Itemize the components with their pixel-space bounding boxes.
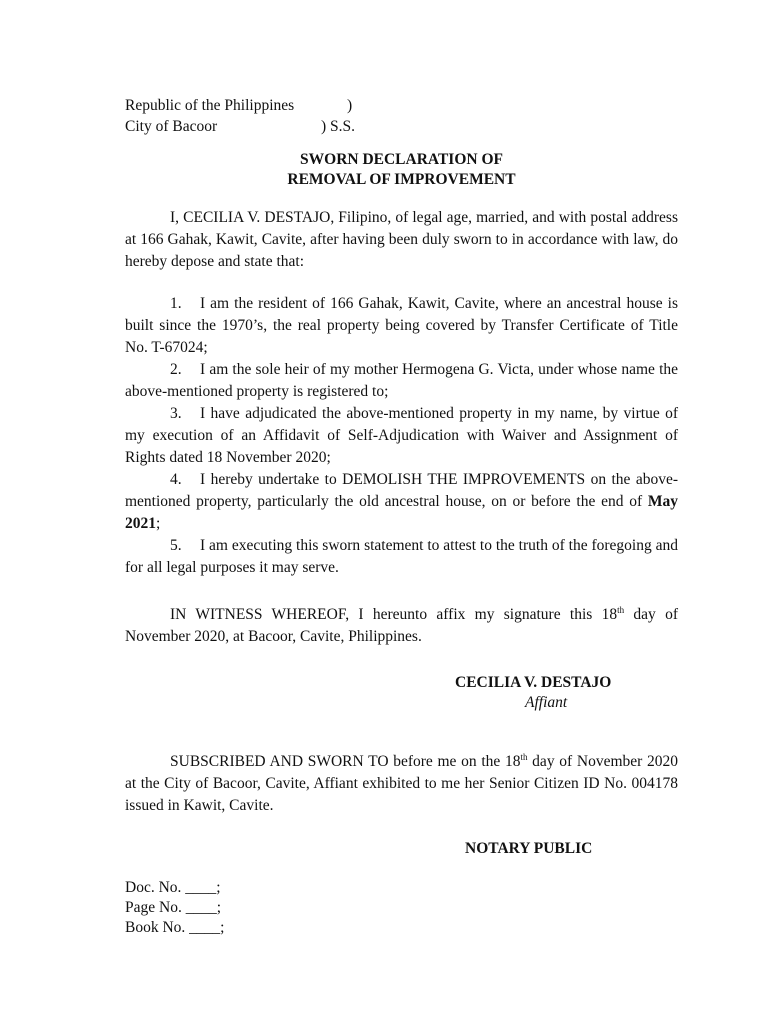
affiant-signature-block xyxy=(455,673,611,713)
item-number: 4. xyxy=(170,471,182,488)
witness-ordinal: th xyxy=(617,605,625,615)
witness-paragraph xyxy=(125,599,678,648)
affiant-name: CECILIA V. DESTAJO xyxy=(455,674,612,691)
item-number: 3. xyxy=(170,405,182,422)
doc-number: Doc. No. ____; xyxy=(125,879,221,896)
spacer xyxy=(125,579,678,599)
witness-text: IN WITNESS WHEREOF, I hereunto affix my signature this 18 xyxy=(170,606,618,623)
item-text: I am the resident of 166 Gahak, Kawit, Cavite, where an ancestral house is built since the 1970’s, the real property being covered by Transfer Certificate of Title No. T-67024; xyxy=(125,295,678,356)
list-item xyxy=(125,293,678,359)
list-item xyxy=(125,535,678,579)
item-text: I have adjudicated the above-mentioned property in my name, by virtue of my execution of an Affidavit of Self-Adjudication with Waiver and Assignment of Rights dated 18 November 2020; xyxy=(125,405,678,466)
venue-paren-2: ) S.S. xyxy=(321,118,356,135)
spacer xyxy=(125,273,678,293)
list-item xyxy=(125,403,678,469)
list-item xyxy=(125,469,678,535)
item-number: 2. xyxy=(170,361,182,378)
item-text: I hereby undertake to DEMOLISH THE IMPROVEMENTS on the above-mentioned property, particularly the old ancestral house, on or before the end of xyxy=(125,471,678,510)
notary-public-label: NOTARY PUBLIC xyxy=(465,840,593,857)
venue-line-2 xyxy=(125,116,356,137)
jurat-text-rest: day of November 2020 at the City of Bacoor, Cavite, Affiant exhibited to me her Senior Citizen ID No. 004178 issued in Kawit, Cavite. xyxy=(125,753,678,814)
jurat-paragraph xyxy=(125,746,678,817)
venue-country: Republic of the Philippines xyxy=(125,97,295,114)
list-item xyxy=(125,359,678,403)
notarial-register-block xyxy=(125,878,224,938)
venue-paren-1: ) xyxy=(347,97,353,114)
item-text-end: ; xyxy=(156,515,161,532)
title-line-2: REMOVAL OF IMPROVEMENT xyxy=(287,171,516,188)
item-number: 5. xyxy=(170,537,182,554)
declaration-body xyxy=(125,207,678,648)
witness-text-rest: day of November 2020, at Bacoor, Cavite, Philippines. xyxy=(125,606,679,645)
item-number: 1. xyxy=(170,295,182,312)
jurat-ordinal: th xyxy=(520,752,528,762)
venue-block xyxy=(125,95,356,137)
affiant-role: Affiant xyxy=(525,694,568,711)
item-text: I am executing this sworn statement to attest to the truth of the foregoing and for all legal purposes it may serve. xyxy=(125,537,678,576)
intro-paragraph: I, CECILIA V. DESTAJO, Filipino, of legal age, married, and with postal address at 166 Gahak, Kawit, Cavite, after having been duly sworn to in accordance with law, do hereby depose and state that: xyxy=(125,209,678,270)
item-text: I am the sole heir of my mother Hermogena G. Victa, under whose name the above-mentioned property is registered to; xyxy=(125,361,678,400)
venue-line-1 xyxy=(125,95,353,116)
book-number: Book No. ____; xyxy=(125,919,225,936)
item-deadline: May 2021 xyxy=(125,493,678,532)
title-line-1: SWORN DECLARATION OF xyxy=(300,151,503,168)
venue-city: City of Bacoor xyxy=(125,118,218,135)
document-title xyxy=(125,150,678,190)
jurat-block xyxy=(125,746,678,817)
jurat-text: SUBSCRIBED AND SWORN TO before me on the 18 xyxy=(170,753,521,770)
page-number: Page No. ____; xyxy=(125,899,222,916)
